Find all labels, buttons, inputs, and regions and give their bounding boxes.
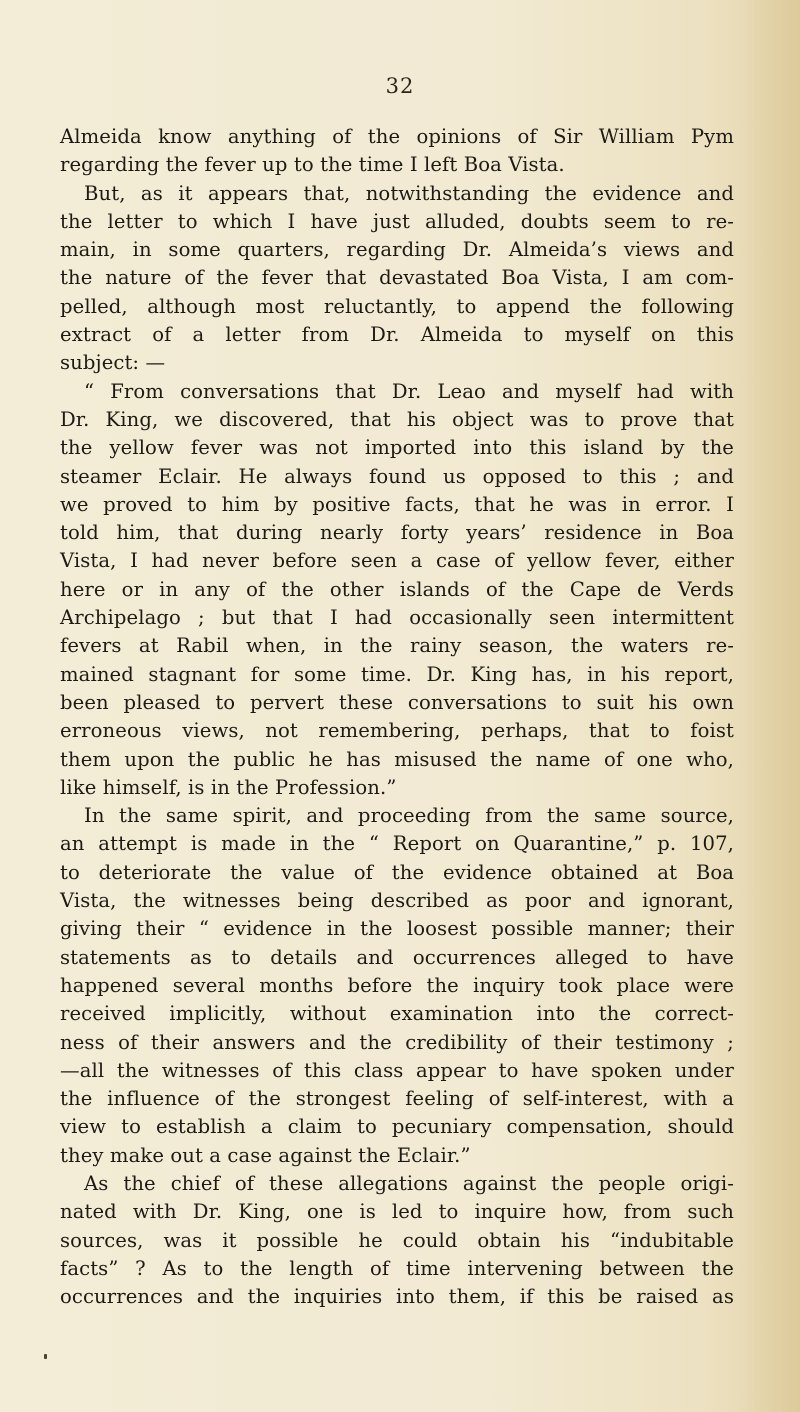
text-line: them upon the public he has misused the name of one who, [60, 747, 734, 771]
text-line: the influence of the strongest feeling of self-interest, with a [60, 1087, 734, 1111]
text-line: told him, that during nearly forty years’ residence in Boa [60, 521, 734, 545]
text-line: But, as it appears that, notwithstanding the evidence and [84, 181, 734, 205]
text-line: nated with Dr. King, one is led to inquire how, from such [60, 1200, 734, 1224]
text-line: to deteriorate the value of the evidence obtained at Boa [60, 860, 734, 884]
text-line: the letter to which I have just alluded, doubts seem to re- [60, 209, 734, 233]
page-number: 32 [385, 74, 415, 98]
text-line: extract of a letter from Dr. Almeida to myself on this [60, 323, 734, 347]
text-line: Almeida know anything of the opinions of Sir William Pym [60, 125, 734, 148]
ink-speck [44, 1354, 47, 1359]
text-line: statements as to details and occurrences alleged to have [60, 945, 734, 969]
text-line: here or in any of the other islands of the Cape de Verds [60, 577, 734, 601]
text-line: occurrences and the inquiries into them, if this be raised as [60, 1285, 734, 1309]
text-line: sources, was it possible he could obtain his “indubitable [60, 1228, 734, 1252]
text-line: Archipelago ; but that I had occasionally seen intermittent [60, 606, 734, 630]
text-line: received implicitly, without examination into the correct- [60, 1002, 734, 1026]
text-line: erroneous views, not remembering, perhaps, that to foist [60, 719, 734, 743]
text-line: regarding the fever up to the time I left Boa Vista. [60, 153, 565, 177]
text-line: they make out a case against the Eclair.” [60, 1143, 471, 1167]
text-line: facts” ? As to the length of time intervening between the [60, 1256, 734, 1280]
text-line: been pleased to pervert these conversations to suit his own [60, 690, 734, 714]
text-line: like himself, is in the Profession.” [60, 775, 397, 799]
text-line: —all the witnesses of this class appear to have spoken under [60, 1058, 734, 1082]
page-edge-stain [740, 0, 800, 1412]
text-line: Vista, the witnesses being described as poor and ignorant, [60, 889, 734, 913]
text-line: giving their “ evidence in the loosest possible manner; their [60, 917, 734, 941]
text-line: the nature of the fever that devastated Boa Vista, I am com- [60, 266, 734, 290]
text-line: Vista, I had never before seen a case of yellow fever, either [60, 549, 734, 573]
text-line: fevers at Rabil when, in the rainy season, the waters re- [60, 634, 734, 658]
text-line: In the same spirit, and proceeding from the same source, [84, 804, 734, 828]
text-line: main, in some quarters, regarding Dr. Almeida’s views and [60, 238, 734, 262]
text-line: Dr. King, we discovered, that his object was to prove that [60, 407, 734, 431]
text-line: subject: — [60, 351, 166, 375]
text-line: view to establish a claim to pecuniary compensation, should [60, 1115, 734, 1139]
text-line: ness of their answers and the credibility of their testimony ; [60, 1030, 734, 1054]
text-line: an attempt is made in the “ Report on Quarantine,” p. 107, [60, 832, 734, 856]
text-line: pelled, although most reluctantly, to append the following [60, 294, 734, 318]
text-line: mained stagnant for some time. Dr. King has, in his report, [60, 662, 734, 686]
text-line: we proved to him by positive facts, that he was in error. I [60, 492, 734, 516]
text-line: happened several months before the inquiry took place were [60, 973, 734, 997]
text-line: As the chief of these allegations against the people origi- [84, 1171, 734, 1195]
text-line: “ From conversations that Dr. Leao and myself had with [84, 379, 734, 403]
text-line: steamer Eclair. He always found us opposed to this ; and [60, 464, 734, 488]
text-line: the yellow fever was not imported into this island by the [60, 436, 734, 460]
body-text [60, 123, 734, 1311]
